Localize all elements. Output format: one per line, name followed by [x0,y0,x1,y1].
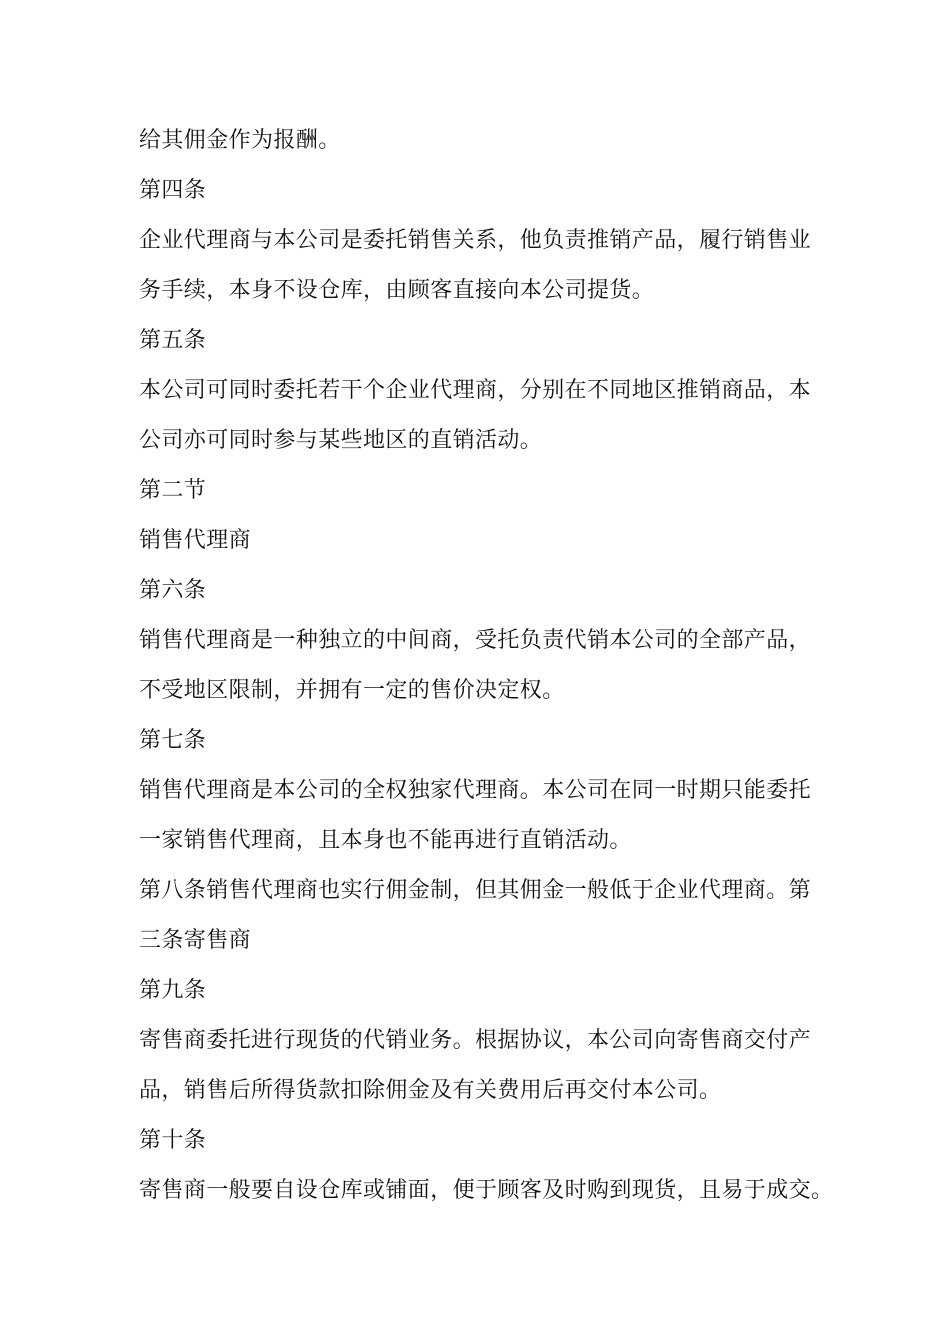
article-heading: 第六条 [139,578,207,603]
text-line: 企业代理商与本公司是委托销售关系，他负责推销产品，履行销售业 [139,228,812,253]
text-line: 三条寄售商 [139,928,252,953]
text-line: 不受地区限制，并拥有一定的售价决定权。 [139,678,565,703]
text-line: 寄售商委托进行现货的代销业务。根据协议，本公司向寄售商交付产 [139,1028,812,1053]
text-line: 务手续，本身不设仓库，由顾客直接向本公司提货。 [139,278,655,303]
section-title: 销售代理商 [139,528,252,553]
article-heading: 第九条 [139,978,207,1003]
text-line: 给其佣金作为报酬。 [139,128,341,153]
section-heading: 第二节 [139,478,207,503]
article-heading: 第七条 [139,728,207,753]
text-line: 公司亦可同时参与某些地区的直销活动。 [139,428,543,453]
document-body [139,116,834,1216]
text-line: 寄售商一般要自设仓库或铺面，便于顾客及时购到现货，且易于成交。 [139,1178,834,1203]
text-line: 品，销售后所得货款扣除佣金及有关费用后再交付本公司。 [139,1078,722,1103]
text-line: 销售代理商是一种独立的中间商，受托负责代销本公司的全部产品， [139,628,812,653]
article-heading: 第十条 [139,1128,207,1153]
text-line: 本公司可同时委托若干个企业代理商，分别在不同地区推销商品，本 [139,378,812,403]
article-heading: 第五条 [139,328,207,353]
text-line: 销售代理商是本公司的全权独家代理商。本公司在同一时期只能委托 [139,778,812,803]
text-line: 一家销售代理商，且本身也不能再进行直销活动。 [139,828,632,853]
text-line: 第八条销售代理商也实行佣金制，但其佣金一般低于企业代理商。第 [139,878,812,903]
article-heading: 第四条 [139,178,207,203]
